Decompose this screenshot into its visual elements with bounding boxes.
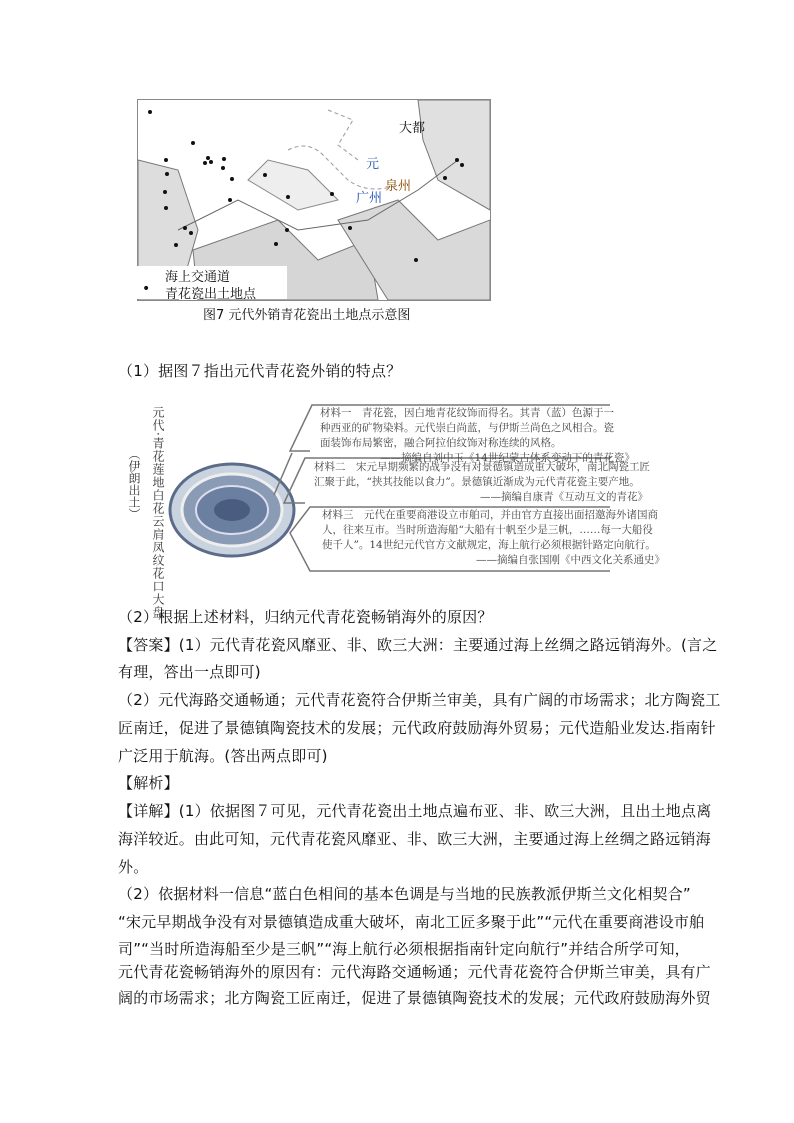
label-guangzhou: 广州: [356, 191, 383, 206]
material-text: 材料三 元代在重要商港设立市舶司，并由官方直接出面招邀海外诸国商: [322, 509, 658, 521]
material-text: 面装饰布局繁密，融合阿拉伯纹饰对称连续的风格。: [320, 437, 562, 449]
answer-line: 匠南迁，促进了景德镇陶瓷技术的发展；元代政府鼓励海外贸易；元代造船业发达.指南针: [118, 719, 716, 737]
question-2: （2）根据上述材料，归纳元代青花瓷畅销海外的原因？: [118, 608, 493, 626]
question-1: （1）据图７指出元代青花瓷外销的特点？: [118, 362, 402, 380]
material-text: 种西亚的矿物染料。元代崇白尚蓝，与伊斯兰尚色之风相合。瓷: [320, 422, 614, 434]
material-text: 汇聚于此，“挟其技能以食力”。景德镇近渐成为元代青花瓷主要产地。: [314, 476, 640, 488]
detail-line: 司”“当时所造海船至少是三帆”“海上航行必须根据指南针定向航行”并结合所学可知，: [118, 940, 690, 958]
detail-line: （2）依据材料一信息“蓝白色相间的基本色调是与当地的民族教派伊斯兰文化相契合”: [118, 885, 691, 903]
material-text: 使千人”。14世纪元代官方文献规定，海上航行必须根据针路定向航行。: [322, 539, 656, 551]
label-quanzhou: 泉州: [385, 179, 412, 194]
detail-line: 【详解】(1）依据图７可见，元代青花瓷出土地点遍布亚、非、欧三大洲，且出土地点离: [118, 802, 712, 820]
answer-line: 广泛用于航海。(答出两点即可): [118, 747, 328, 765]
answer-line: （2）元代海路交通畅通；元代青花瓷符合伊斯兰审美，具有广阔的市场需求；北方陶瓷工: [118, 691, 721, 709]
material-source: ——摘编自康青《互动互文的青花》: [480, 491, 648, 503]
material-source: ——摘编自刘中玉《14世纪蒙古体系变动下的青花瓷》: [380, 452, 635, 464]
detail-line: “宋元早期战争没有对景德镇造成重大破坏，南北工匠多聚于此”“元代在重要商港设市舶: [118, 913, 705, 931]
material-text: 材料二 宋元早期频繁的战争没有对景德镇造成重大破坏，南北陶瓷工匠: [314, 461, 650, 473]
answer-line: 【答案】(1）元代青花瓷风靡亚、非、欧三大洲：主要通过海上丝绸之路远销海外。(言之: [118, 636, 718, 654]
detail-line: 元代青花瓷畅销海外的原因有：元代海路交通畅通；元代青花瓷符合伊斯兰审美，具有广: [118, 963, 711, 981]
analysis-heading: 【解析】: [118, 774, 179, 792]
plate-caption: 元代·青花莲地白花云肩凤纹花口大盘: [151, 406, 165, 619]
label-yuan: 元: [366, 157, 380, 172]
detail-line: 海洋较近。由此可知，元代青花瓷风靡亚、非、欧三大洲，主要通过海上丝绸之路远销海: [118, 830, 711, 848]
detail-line: 外。: [118, 858, 149, 876]
material-text: 材料一 青花瓷，因白地青花纹饰而得名。其青（蓝）色源于一: [320, 407, 614, 419]
material-source: ——摘编自张国刚《中西文化关系通史》: [476, 554, 665, 566]
figure-caption: 图7 元代外销青花瓷出土地点示意图: [203, 308, 411, 323]
material-text: 人，往来互市。当时所造海船“大船有十帆至少是三帆，……每一大船役: [322, 524, 653, 536]
dot-icon: •: [142, 281, 151, 297]
legend-sea-route: 海上交通道: [165, 270, 231, 285]
label-dadu: 大都: [399, 121, 426, 136]
answer-line: 有理，答出一点即可): [118, 663, 261, 681]
plate-origin: （伊朗出土）: [127, 448, 141, 520]
legend-find-sites: 青花瓷出土地点: [165, 287, 257, 302]
detail-line: 阔的市场需求；北方陶瓷工匠南迁，促进了景德镇陶瓷技术的发展；元代政府鼓励海外贸: [118, 989, 711, 1007]
map-legend: [137, 266, 287, 302]
